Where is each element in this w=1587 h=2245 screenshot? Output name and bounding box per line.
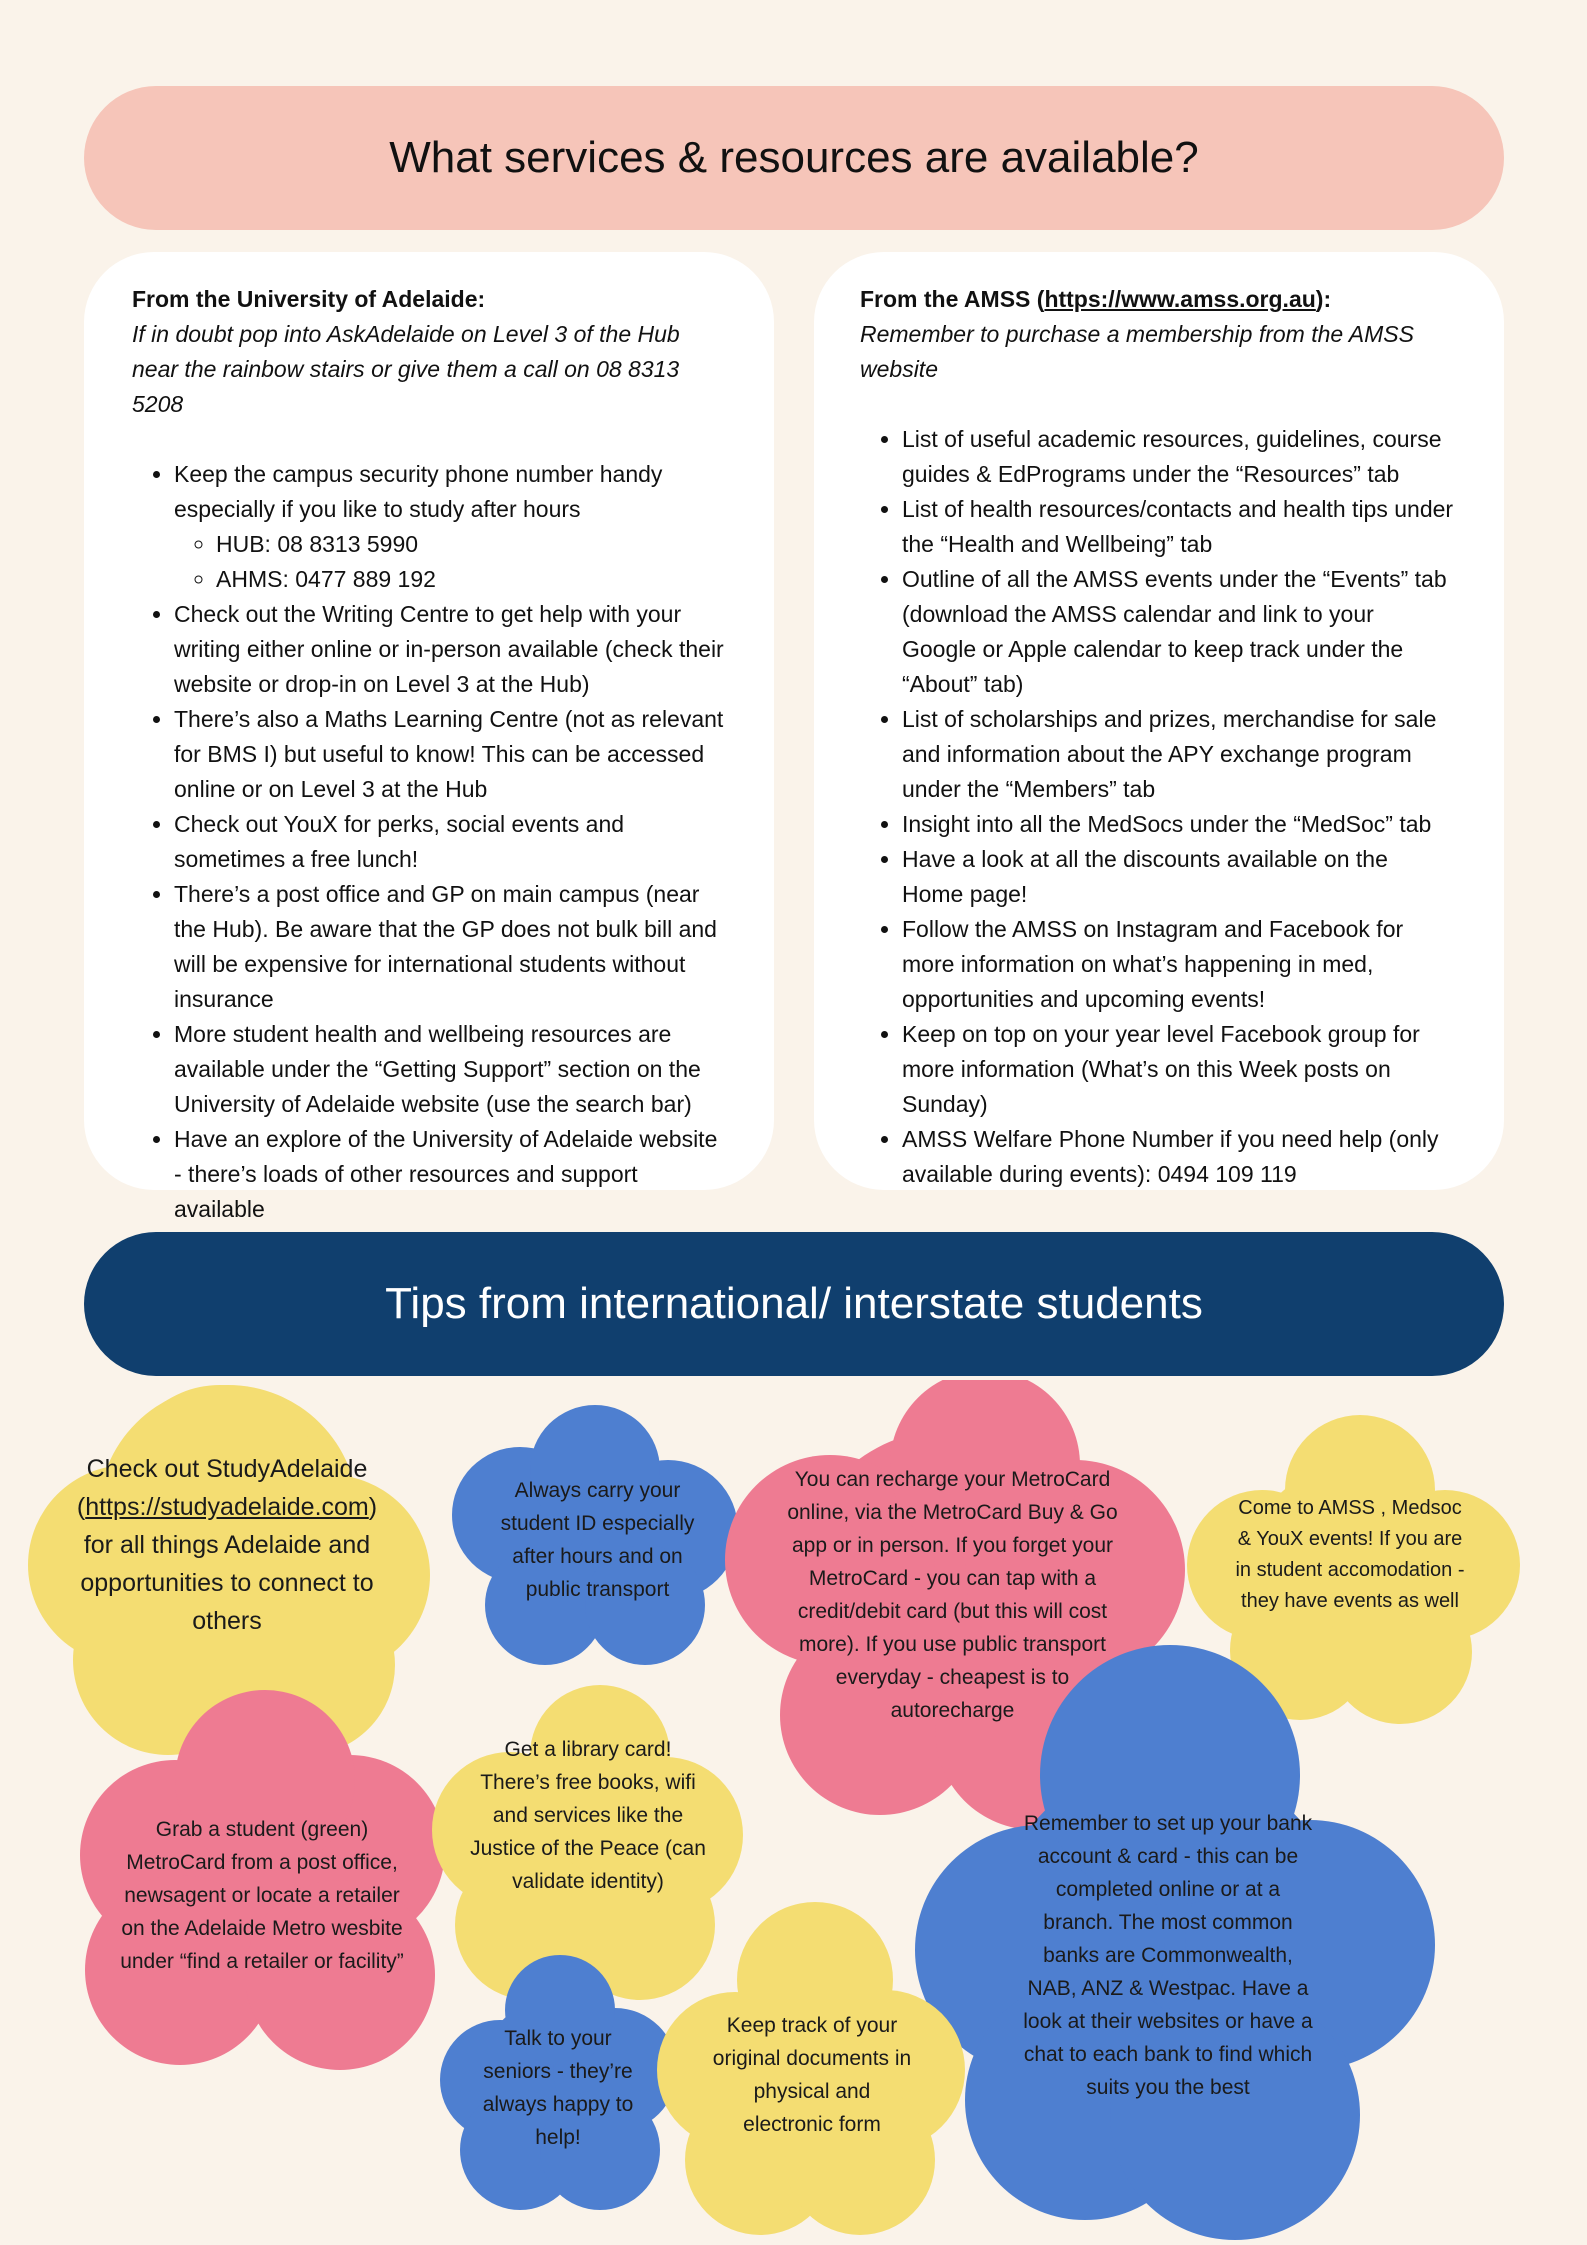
tip-metrocard-recharge bbox=[785, 1460, 1120, 1730]
tip-studyadelaide bbox=[62, 1450, 392, 1640]
tips-header-banner bbox=[84, 1232, 1504, 1376]
studyadelaide-link[interactable]: https://studyadelaide.com bbox=[85, 1493, 369, 1521]
seniors-text: Talk to your seniors - they’re always happy to help! bbox=[482, 2027, 634, 2149]
tips-title: Tips from international/ interstate students bbox=[385, 1279, 1203, 1328]
studyadelaide-pre: Check out StudyAdelaide ( bbox=[76, 1455, 368, 1521]
tip-library-card bbox=[468, 1735, 708, 1895]
hub-phone: ◦ HUB: 08 8313 5990 bbox=[216, 527, 724, 562]
amss-resources-card bbox=[814, 252, 1504, 1190]
list-item: • There’s a post office and GP on main campus (near the Hub). Be aware that the GP does not bulk bill and will be expensive for international students without insurance bbox=[174, 877, 724, 1017]
list-item: • Insight into all the MedSocs under the “MedSoc” tab bbox=[902, 807, 1454, 842]
list-item: • Have an explore of the University of Adelaide website - there’s loads of other resources and support available bbox=[174, 1122, 724, 1227]
list-item: • List of useful academic resources, guidelines, course guides & EdPrograms under the “Resources” tab bbox=[902, 422, 1454, 492]
list-item bbox=[174, 457, 724, 597]
ahms-phone: ◦ AHMS: 0477 889 192 bbox=[216, 562, 724, 597]
list-item: • There’s also a Maths Learning Centre (not as relevant for BMS I) but useful to know! This can be accessed online or on Level 3 at the Hub bbox=[174, 702, 724, 807]
student-id-text: Always carry your student ID especially after hours and on public transport bbox=[500, 1479, 695, 1601]
metrocard-recharge-text: You can recharge your MetroCard online, via the MetroCard Buy & Go app or in person. If you forget your MetroCard - you can tap with a credit/debit card (but this will cost more). If you use public transport everyday - cheapest is to autorecharge bbox=[787, 1468, 1118, 1722]
security-item: Keep the campus security phone number handy especially if you like to study after hours bbox=[174, 461, 663, 522]
uni-list bbox=[132, 457, 724, 1227]
events-text: Come to AMSS , Medsoc & YouX events! If you are in student accomodation - they have events as well bbox=[1235, 1497, 1465, 1612]
list-item: • Outline of all the AMSS events under the “Events” tab (download the AMSS calendar and link to your Google or Apple calendar to keep track under the “About” tab) bbox=[902, 562, 1454, 702]
list-item: • Check out YouX for perks, social events and sometimes a free lunch! bbox=[174, 807, 724, 877]
tip-seniors bbox=[468, 2018, 648, 2158]
tip-events bbox=[1235, 1475, 1465, 1635]
amss-heading-suffix: ): bbox=[1315, 286, 1332, 312]
amss-heading bbox=[860, 282, 1454, 317]
list-item: • Keep on top on your year level Facebook group for more information (What’s on this Week posts on Sunday) bbox=[902, 1017, 1454, 1122]
uni-subtitle: If in doubt pop into AskAdelaide on Level 3 of the Hub near the rainbow stairs or give them a call on 08 8313 5208 bbox=[132, 321, 680, 417]
university-resources-card bbox=[84, 252, 774, 1222]
tip-bank-account bbox=[1018, 1810, 1318, 2100]
documents-text: Keep track of your original documents in physical and electronic form bbox=[712, 2014, 912, 2136]
amss-heading-prefix: From the AMSS ( bbox=[860, 286, 1045, 312]
uni-heading: From the University of Adelaide: bbox=[132, 286, 486, 312]
library-card-text: Get a library card! There’s free books, wifi and services like the Justice of the Peace (can validate identity) bbox=[470, 1737, 706, 1893]
list-item: • More student health and wellbeing resources are available under the “Getting Support” section on the University of Adelaide website (use the search bar) bbox=[174, 1017, 724, 1122]
list-item: • Have a look at all the discounts available on the Home page! bbox=[902, 842, 1454, 912]
list-item: • Follow the AMSS on Instagram and Facebook for more information on what’s happening in med, opportunities and upcoming events! bbox=[902, 912, 1454, 1017]
bank-account-text: Remember to set up your bank account & card - this can be completed online or at a branch. The most common banks are Commonwealth, NAB, ANZ & Westpac. Have a look at their websites or have a chat to each bank to find which suits you the best bbox=[1023, 1811, 1313, 2099]
services-header-banner bbox=[84, 86, 1504, 230]
services-title: What services & resources are available? bbox=[389, 133, 1199, 182]
amss-list bbox=[860, 422, 1454, 1192]
amss-subtitle: Remember to purchase a membership from the AMSS website bbox=[860, 321, 1414, 382]
tip-documents bbox=[707, 2005, 917, 2145]
list-item: • List of health resources/contacts and health tips under the “Health and Wellbeing” tab bbox=[902, 492, 1454, 562]
studyadelaide-post: ) for all things Adelaide and opportunities to connect to others bbox=[80, 1493, 378, 1635]
green-metrocard-text: Grab a student (green) MetroCard from a post office, newsagent or locate a retailer on the Adelaide Metro wesbite under “find a retailer or facility” bbox=[120, 1817, 404, 1973]
list-item: • List of scholarships and prizes, merchandise for sale and information about the APY exchange program under the “Members” tab bbox=[902, 702, 1454, 807]
security-sublist bbox=[174, 527, 724, 597]
tip-green-metrocard bbox=[112, 1800, 412, 1990]
amss-website-link[interactable]: https://www.amss.org.au bbox=[1044, 286, 1316, 312]
tip-student-id bbox=[485, 1475, 710, 1605]
list-item: • Check out the Writing Centre to get help with your writing either online or in-person available (check their website or drop-in on Level 3 at the Hub) bbox=[174, 597, 724, 702]
list-item: • AMSS Welfare Phone Number if you need help (only available during events): 0494 109 119 bbox=[902, 1122, 1454, 1192]
